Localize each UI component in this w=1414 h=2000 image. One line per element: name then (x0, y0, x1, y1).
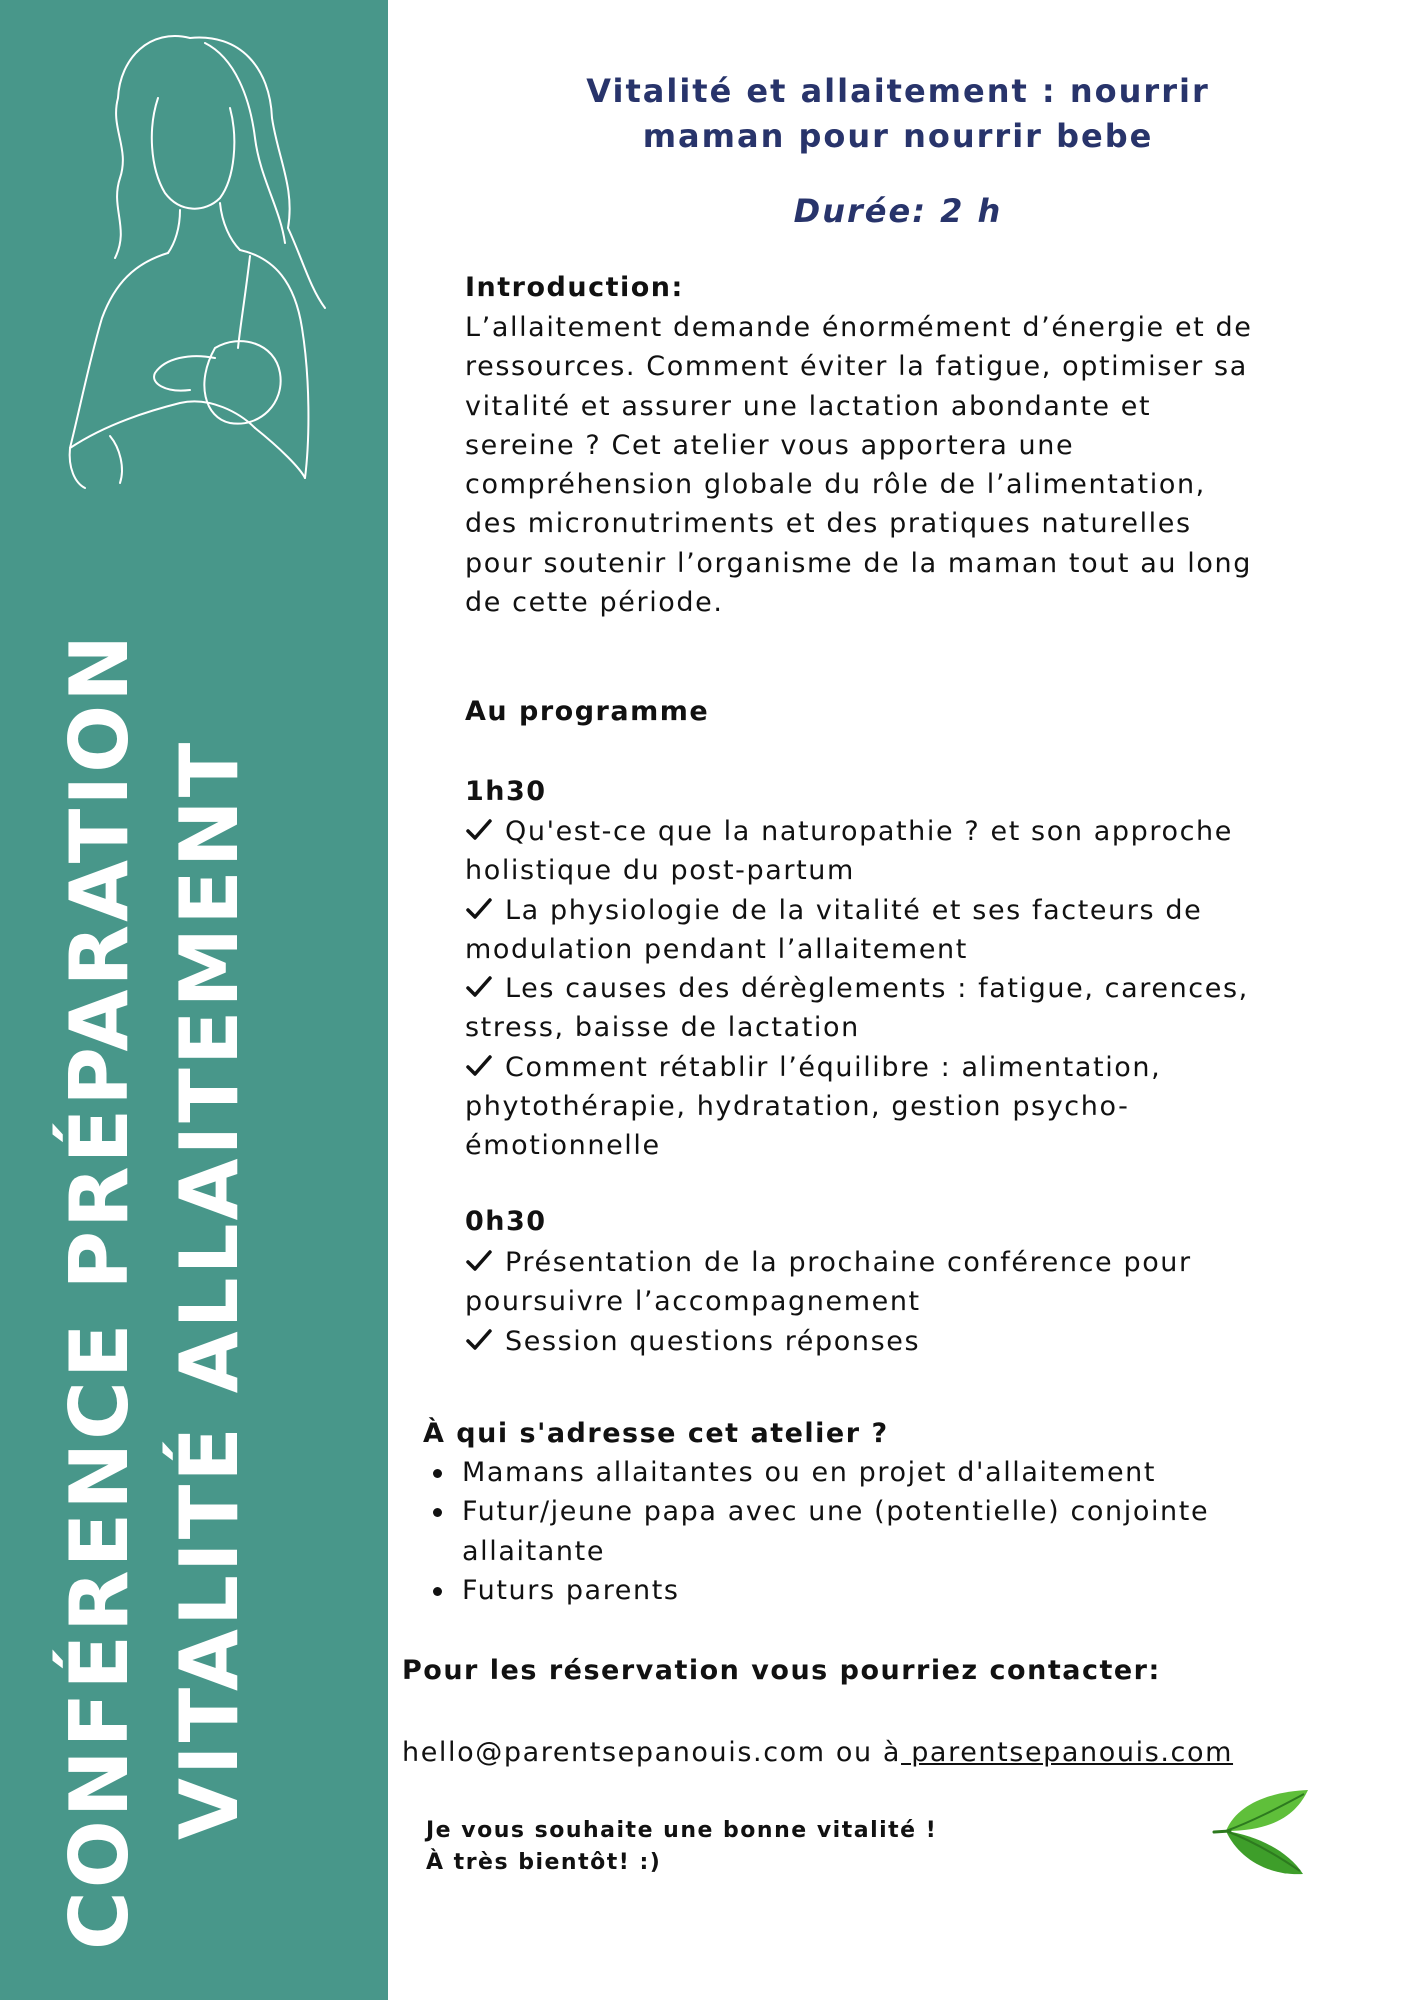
list-item-continued: holistique du post-partum (465, 855, 855, 887)
intro-line: vitalité et assurer une lactation abondante et (465, 390, 1152, 422)
audience-heading: À qui s'adresse cet atelier ? (423, 1418, 889, 1449)
closing-message (426, 1815, 937, 1879)
check-icon (465, 975, 493, 999)
sidebar-title-line2: VITALITÉ ALLAITEMENT (163, 739, 256, 1840)
intro-line: ressources. Comment éviter la fatigue, optimiser sa (465, 351, 1248, 383)
audience-list (429, 1453, 1309, 1610)
list-item (465, 891, 1325, 930)
list-item-text: La physiologie de la vitalité et ses facteurs de (505, 894, 1203, 926)
list-item-continued: émotionnelle (465, 1130, 661, 1162)
check-icon (465, 1054, 493, 1078)
list-item (465, 1048, 1325, 1087)
contact-email[interactable]: hello@parentsepanouis.com (402, 1737, 826, 1768)
closing-line2: À très bientôt! :) (426, 1850, 662, 1875)
intro-line: L’allaitement demande énormément d’énergie et de (465, 312, 1253, 343)
sidebar (0, 0, 388, 2000)
list-item-continued: stress, baisse de lactation (465, 1012, 860, 1044)
intro-line: sereine ? Cet atelier vous apportera une (465, 429, 1075, 461)
section1-time: 1h30 (465, 776, 547, 807)
section1-list (465, 812, 1325, 1166)
program-heading: Au programme (465, 696, 710, 727)
contact-line (402, 1733, 1233, 1772)
list-item-text: Les causes des dérèglements : fatigue, carences, (505, 973, 1249, 1005)
section2-time: 0h30 (465, 1206, 547, 1237)
list-item (465, 969, 1325, 1008)
page-title-line1: Vitalité et allaitement : nourrir (586, 72, 1210, 110)
audience-item: Futur/jeune papa avec une (potentielle) conjointe allaitante (429, 1492, 1309, 1571)
intro-line: des micronutriments et des pratiques naturelles (465, 508, 1192, 540)
mother-breastfeeding-illustration (40, 28, 350, 508)
list-item-text: Présentation de la prochaine conférence pour (505, 1247, 1192, 1278)
check-icon (465, 1249, 493, 1273)
intro-line: compréhension globale du rôle de l’alimentation, (465, 469, 1206, 501)
list-item-text: Session questions réponses (505, 1325, 921, 1357)
main-content (388, 0, 1414, 2000)
list-item (465, 1243, 1325, 1282)
list-item-continued: phytothérapie, hydratation, gestion psycho- (465, 1091, 1130, 1123)
intro-line: de cette période. (465, 587, 724, 619)
intro-heading: Introduction: (465, 272, 684, 303)
list-item (465, 1322, 1325, 1361)
check-icon (465, 818, 493, 842)
duration-label: Durée: 2 h (793, 192, 1003, 230)
contact-connector: ou à (825, 1737, 902, 1768)
list-item-text: Qu'est-ce que la naturopathie ? et son approche (505, 816, 1233, 847)
audience-item: Futurs parents (429, 1571, 1309, 1610)
website-link[interactable]: parentsepanouis.com (901, 1737, 1234, 1768)
leaf-icon (1208, 1786, 1316, 1876)
check-icon (465, 1328, 493, 1352)
page-title-line2: maman pour nourrir bebe (642, 117, 1154, 155)
section2-list (465, 1243, 1325, 1361)
contact-heading: Pour les réservation vous pourriez contacter: (402, 1655, 1161, 1686)
list-item-continued: poursuivre l’accompagnement (465, 1286, 921, 1318)
closing-line1: Je vous souhaite une bonne vitalité ! (426, 1818, 938, 1843)
check-icon (465, 897, 493, 921)
intro-text (465, 308, 1325, 622)
list-item-text: Comment rétablir l’équilibre : alimentation, (505, 1051, 1162, 1083)
list-item (465, 812, 1325, 851)
sidebar-title-line1: CONFÉRENCE PRÉPARATION (53, 631, 146, 1950)
intro-line: pour soutenir l’organisme de la maman tout au long (465, 547, 1252, 579)
list-item-continued: modulation pendant l’allaitement (465, 933, 968, 965)
audience-item: Mamans allaitantes ou en projet d'allaitement (429, 1453, 1309, 1492)
